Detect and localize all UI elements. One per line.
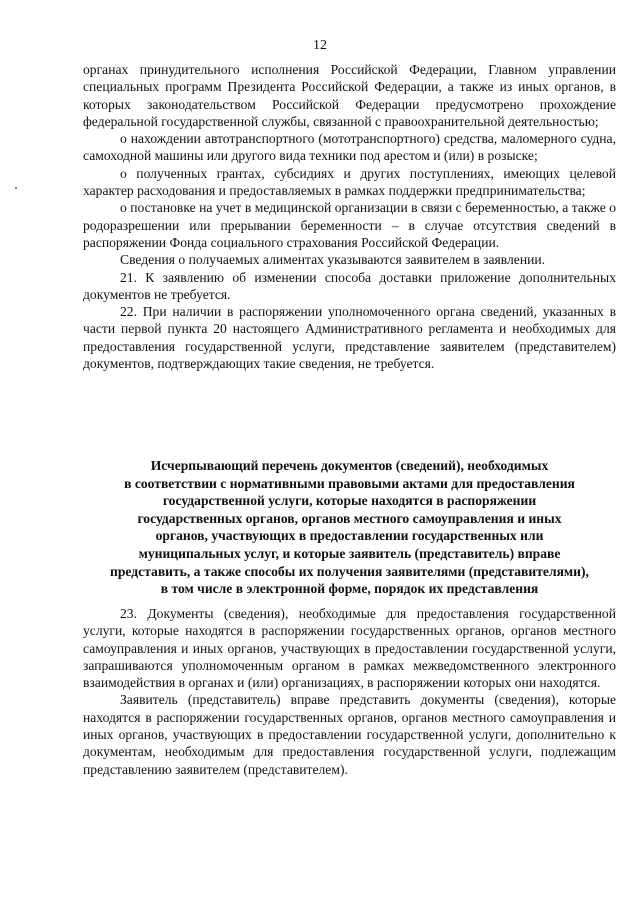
heading-line: муниципальных услуг, и которые заявитель (представитель) вправе xyxy=(138,545,561,561)
paragraph-applicant-right: Заявитель (представитель) вправе представить документы (сведения), которые находятся в распоряжении государственных органов, органов местного самоуправления и иных органов, участвующих в предоставлении государственной услуги, дополнительно к документам, необходимым для предоставления государственной услуги, подлежащим представлению заявителем (представителем). xyxy=(83,692,616,777)
heading-line: представить, а также способы их получения заявителями (представителями), xyxy=(110,563,589,579)
page-number: 12 xyxy=(313,38,327,53)
paragraph-22: 22. При наличии в распоряжении уполномоченного органа сведений, указанных в части первой пункта 20 настоящего Административного регламента и необходимых для предоставления государственной услуги, представление заявителем (представителем) документов, подтверждающих такие сведения, не требуется. xyxy=(83,304,616,372)
paragraph-21: 21. К заявлению об изменении способа доставки приложение дополнительных документов не требуется. xyxy=(83,269,616,302)
paragraph-23: 23. Документы (сведения), необходимые для предоставления государственной услуги, которые находятся в распоряжении государственных органов, органов местного самоуправления и иных органов, участвующих в предоставлении государственной услуги, запрашиваются уполномоченным органом в рамках межведомственного электронного взаимодействия в органах и (или) организациях, в распоряжении которых они находятся. xyxy=(83,606,616,691)
text-block-top xyxy=(83,61,616,372)
scan-speck xyxy=(15,187,17,189)
heading-line: Исчерпывающий перечень документов (сведений), необходимых xyxy=(150,458,549,473)
heading-line: в том числе в электронной форме, порядок их представления xyxy=(160,581,539,597)
paragraph-continuation: органах принудительного исполнения Российской Федерации, Главном управлении специальных программ Президента Российской Федерации, а также из иных органов, в которых законодательством Российской Федерации предусмотрено прохождение федеральной государственной службы, связанной с правоохранительной деятельностью; xyxy=(83,62,616,129)
text-block-bottom xyxy=(83,605,616,778)
heading-line: органов, участвующих в предоставлении государственных или xyxy=(155,528,544,544)
paragraph-grants: о полученных грантах, субсидиях и других поступлениях, имеющих целевой характер расходования и предоставляемых в рамках поддержки предпринимательства; xyxy=(83,165,616,199)
paragraph-pregnancy: о постановке на учет в медицинской организации в связи с беременностью, а также о родоразрешении или прерывании беременности – в случае отсутствия сведений в распоряжении Фонда социального страхования Российской Федерации. xyxy=(83,200,616,250)
section-heading xyxy=(83,457,616,598)
heading-line: государственной услуги, которые находятся в распоряжении xyxy=(162,493,537,509)
paragraph-alimony: Сведения о получаемых алиментах указываются заявителем в заявлении. xyxy=(120,252,546,268)
heading-line: государственных органов, органов местного самоуправления и иных xyxy=(137,510,562,526)
paragraph-vehicle-arrest: о нахождении автотранспортного (мототранспортного) средства, маломерного судна, самоходной машины или другого вида техники под арестом и (или) в розыске; xyxy=(83,131,616,164)
heading-line: в соответствии с нормативными правовыми актами для предоставления xyxy=(124,475,575,491)
